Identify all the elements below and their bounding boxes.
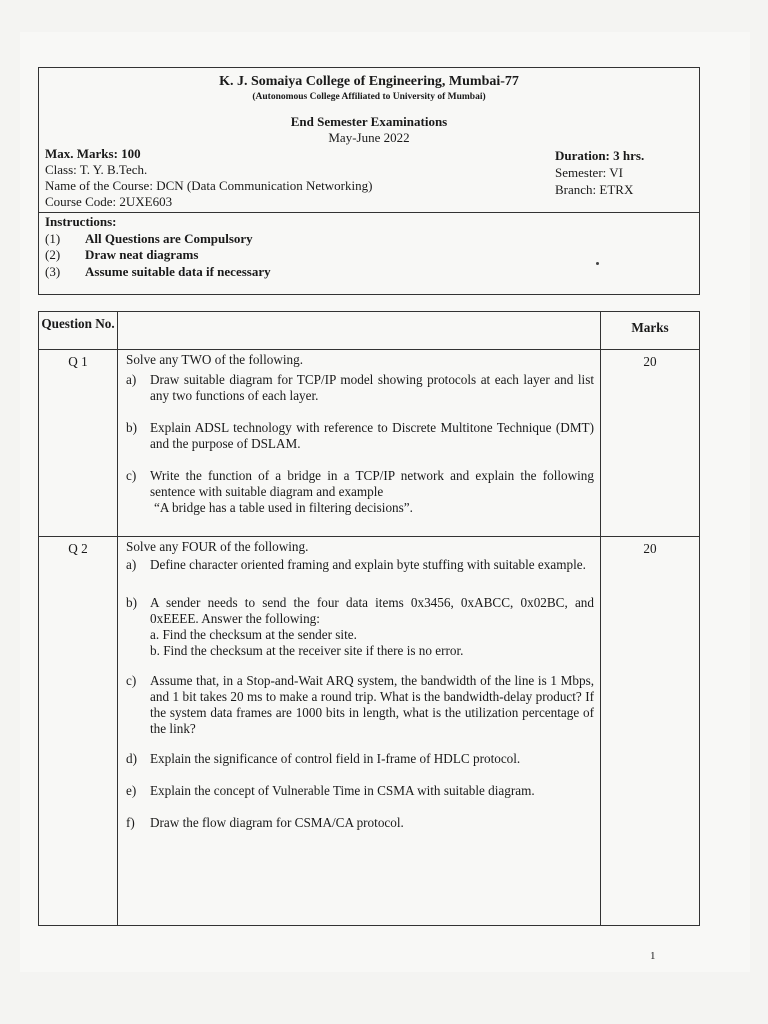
table-row	[39, 537, 700, 926]
table-header-row	[39, 312, 700, 350]
class-info: Class: T. Y. B.Tech.	[45, 162, 148, 177]
question-body	[118, 537, 601, 926]
question-title: Solve any TWO of the following.	[126, 352, 304, 367]
course-name: Name of the Course: DCN (Data Communication Networking)	[45, 178, 373, 193]
question-title: Solve any FOUR of the following.	[126, 539, 309, 554]
question-item: b) Explain ADSL technology with reference to Discrete Multitone Technique (DMT) and the purpose of DSLAM.	[126, 420, 594, 451]
branch: Branch: ETRX	[555, 182, 634, 197]
exam-session: May-June 2022	[328, 130, 410, 145]
question-item: c) Assume that, in a Stop-and-Wait ARQ system, the bandwidth of the line is 1 Mbps, and 1 bit takes 20 ms to make a round trip. What is the bandwidth-delay product? If the system data frames are 1000 bits in length, what is the utilization percentage of the link?	[126, 673, 594, 736]
col-header-marks: Marks	[601, 312, 700, 350]
question-table	[38, 311, 700, 926]
header-box	[38, 67, 700, 295]
col-header-question: Question No.	[39, 312, 118, 350]
instructions-heading: Instructions:	[45, 214, 117, 229]
college-name: K. J. Somaiya College of Engineering, Mumbai-77	[219, 74, 519, 89]
question-item: f) Draw the flow diagram for CSMA/CA protocol.	[126, 815, 404, 830]
sub-part: b. Find the checksum at the receiver site if there is no error.	[150, 643, 464, 658]
question-marks: 20	[601, 350, 700, 537]
col-header-blank	[118, 312, 601, 350]
question-number: Q 1	[39, 350, 118, 537]
question-item: a) Define character oriented framing and explain byte stuffing with suitable example.	[126, 557, 586, 572]
instruction-item: (3) Assume suitable data if necessary	[45, 264, 271, 279]
page-number: 1	[650, 950, 656, 962]
question-item: d) Explain the significance of control field in I-frame of HDLC protocol.	[126, 751, 521, 766]
instruction-item: (1) All Questions are Compulsory	[45, 231, 253, 246]
sub-part: a. Find the checksum at the sender site.	[150, 627, 357, 642]
scan-speck	[596, 262, 599, 265]
max-marks: Max. Marks: 100	[45, 146, 141, 161]
question-marks: 20	[601, 537, 700, 926]
question-body	[118, 350, 601, 537]
question-item: c) Write the function of a bridge in a TCP/IP network and explain the following sentence with suitable diagram and example “A bridge has a table used in filtering decisions”.	[126, 468, 594, 515]
course-code: Course Code: 2UXE603	[45, 194, 173, 209]
question-item: e) Explain the concept of Vulnerable Time in CSMA with suitable diagram.	[126, 783, 535, 798]
quoted-sentence: “A bridge has a table used in filtering decisions”.	[154, 500, 413, 515]
question-item: a) Draw suitable diagram for TCP/IP model showing protocols at each layer and list any two functions of each layer.	[126, 372, 594, 403]
exam-title: End Semester Examinations	[290, 114, 448, 129]
instruction-item: (2) Draw neat diagrams	[45, 247, 199, 262]
question-number: Q 2	[39, 537, 118, 926]
question-item: b) A sender needs to send the four data items 0x3456, 0xABCC, 0x02BC, and 0xEEEE. Answer the following: a. Find the checksum at the sender site. b. Find the checksum at the receiver site if there is no error.	[126, 595, 594, 658]
duration: Duration: 3 hrs.	[555, 148, 645, 163]
college-affiliation: (Autonomous College Affiliated to University of Mumbai)	[252, 92, 486, 102]
table-row	[39, 350, 700, 537]
semester: Semester: VI	[555, 165, 623, 180]
divider	[39, 212, 699, 213]
